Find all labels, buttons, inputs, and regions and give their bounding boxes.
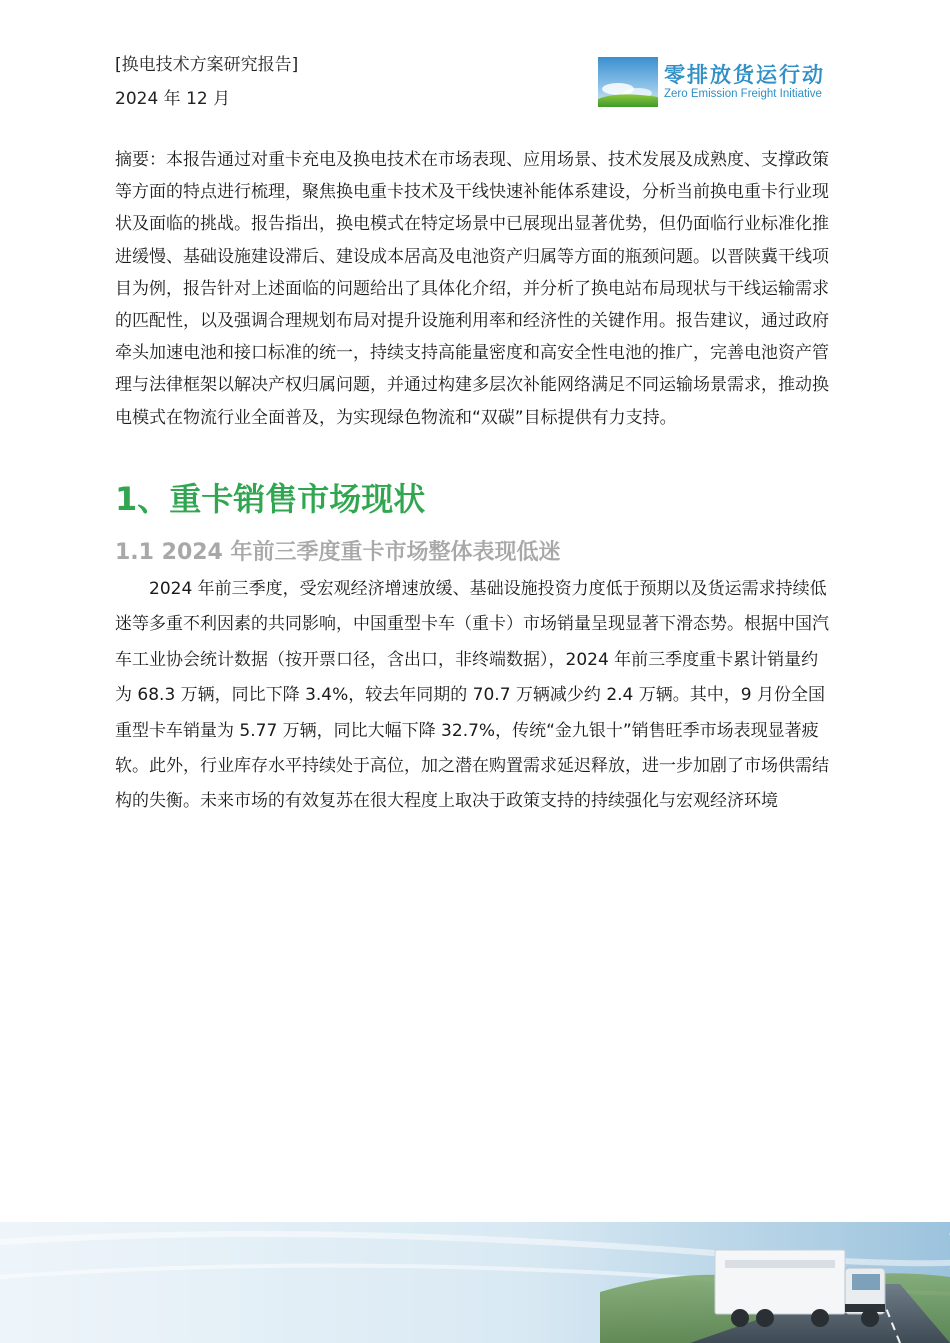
report-title: [换电技术方案研究报告] — [115, 55, 299, 75]
body-paragraph: 2024 年前三季度，受宏观经济增速放缓、基础设施投资力度低于预期以及货运需求持续低迷等多重不利因素的共同影响，中国重型卡车（重卡）市场销量呈现显著下滑态势。根据中国汽车工业协会统计数据（按开票口径，含出口，非终端数据），2024 年前三季度重卡累计销量约为 68.3 万辆，同比下降 3.4%，较去年同期的 70.7 万辆减少约 2.4 万辆。其中，9 月份全国重型卡车销量为 5.77 万辆，同比大幅下降 32.7%，传统“金九银十”销售旺季市场表现显著疲软。此外，行业库存水平持续处于高位，加之潜在购置需求延迟释放，进一步加剧了市场供需结构的失衡。未来市场的有效复苏在很大程度上取决于政策支持的持续强化与宏观经济环境 — [115, 579, 829, 812]
logo-sky-icon — [598, 57, 658, 107]
abstract-paragraph: 摘要：本报告通过对重卡充电及换电技术在市场表现、应用场景、技术发展及成熟度、支撑政策等方面的特点进行梳理，聚焦换电重卡技术及干线快速补能体系建设，分析当前换电重卡行业现状及面临的挑战。报告指出，换电模式在特定场景中已展现出显著优势，但仍面临行业标准化推进缓慢、基础设施建设滞后、建设成本居高及电池资产归属等方面的瓶颈问题。以晋陕冀干线项目为例，报告针对上述面临的问题给出了具体化介绍，并分析了换电站布局现状与干线运输需求的匹配性，以及强调合理规划布局对提升设施利用率和经济性的关键作用。报告建议，通过政府牵头加速电池和接口标准的统一，持续支持高能量密度和高安全性电池的推广，完善电池资产管理与法律框架以解决产权归属问题，并通过构建多层次补能网络满足不同运输场景需求，推动换电模式在物流行业全面普及，为实现绿色物流和“双碳”目标提供有力支持。 — [115, 150, 829, 428]
report-date: 2024 年 12 月 — [115, 89, 231, 109]
subsection-heading: 1.1 2024 年前三季度重卡市场整体表现低迷 — [115, 540, 561, 565]
page-header — [115, 48, 298, 116]
footer-truck-banner — [0, 1222, 950, 1343]
logo-name-en: Zero Emission Freight Initiative — [664, 88, 822, 100]
section-heading: 1、重卡销售市场现状 — [115, 480, 426, 518]
zefi-logo — [598, 57, 834, 107]
logo-name-cn: 零排放货运行动 — [664, 63, 825, 87]
